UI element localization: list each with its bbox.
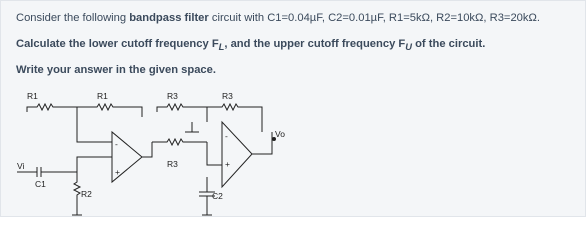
r1-left-resistor [27, 104, 77, 117]
label-r3-feedback: R3 [167, 91, 178, 101]
r3-feedback-resistor [157, 104, 207, 122]
task-text-c: of the circuit. [411, 38, 486, 50]
label-r2: R2 [81, 189, 92, 199]
ground-stage2 [185, 122, 199, 132]
question-text: Consider the following [16, 12, 130, 24]
label-opamp2-plus: + [225, 159, 230, 169]
label-opamp2-minus: - [225, 131, 228, 141]
subscript-l: L [218, 42, 225, 53]
task-text-b: , and the upper cutoff frequency F [224, 38, 406, 50]
question-line-1 [16, 12, 540, 24]
c1-capacitor [37, 167, 41, 177]
output-wire [252, 132, 272, 154]
label-opamp1-plus: + [115, 167, 120, 177]
label-r3-right: R3 [222, 91, 233, 101]
stage1-wire [77, 117, 112, 142]
r3-input-resistor [152, 139, 207, 145]
question-line-3: Write your answer in the given space. [16, 64, 216, 76]
label-r1-right: R1 [97, 91, 108, 101]
subscript-u: U [405, 42, 412, 53]
label-opamp1-minus: - [115, 139, 118, 149]
stage2-wire [207, 142, 222, 165]
c1-to-opamp-wire [41, 157, 112, 172]
task-text-a: Calculate the lower cutoff frequency F [16, 38, 219, 50]
r1-right-resistor [77, 104, 142, 117]
opamp1-output-wire [142, 142, 152, 157]
label-vo: Vo [275, 129, 285, 139]
question-values: circuit with C1=0.04µF, C2=0.01µF, R1=5kΩ, R2=10kΩ, R3=20kΩ. [208, 12, 540, 24]
bandpass-filter-circuit [17, 87, 397, 217]
label-c2: C2 [212, 191, 223, 201]
question-line-2 [16, 38, 485, 52]
r3-right-resistor [207, 104, 262, 132]
label-r3-input: R3 [167, 159, 178, 169]
question-bold-term: bandpass filter [129, 12, 209, 24]
label-vi: Vi [17, 161, 25, 171]
label-c1: C1 [35, 179, 46, 189]
label-r1-left: R1 [27, 91, 38, 101]
